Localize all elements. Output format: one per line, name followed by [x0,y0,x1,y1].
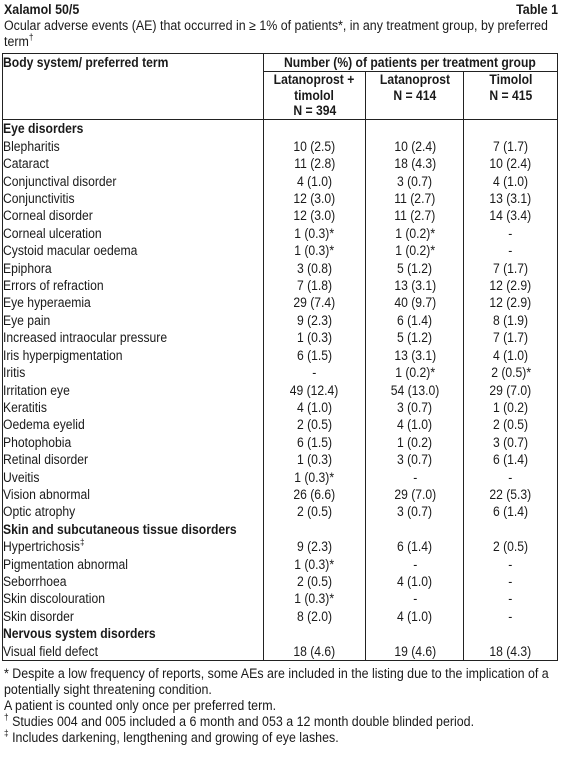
group-header: Number (%) of patients per treatment group [263,54,557,72]
count-cell: - [263,364,366,381]
empty-cell [263,625,366,642]
title-line [4,2,558,18]
count-cell: 4 (1.0) [366,608,464,625]
count-cell: 13 (3.1) [366,277,464,294]
preferred-term: Seborrhoea [3,573,67,589]
count-cell: 1 (0.3)* [263,469,366,486]
count-cell: 1 (0.2) [464,399,558,416]
preferred-term: Conjunctival disorder [3,173,117,189]
column-header-timolol: Timolol N = 415 [464,72,558,120]
preferred-term: Iritis [3,365,26,381]
table-row [3,399,558,416]
count-cell: 1 (0.3)* [263,556,366,573]
count-cell: - [464,590,558,607]
count-cell: 1 (0.2) [366,434,464,451]
preferred-term: Corneal disorder [3,208,93,224]
preferred-term: Eye pain [3,312,51,328]
table-row [3,138,558,155]
count-cell: 9 (2.3) [263,538,366,555]
table-row [3,207,558,224]
table-row [3,277,558,294]
table-row [3,590,558,607]
count-cell: 1 (0.3) [263,451,366,468]
empty-cell [263,521,366,538]
table-caption [4,18,558,50]
preferred-term: Errors of refraction [3,278,104,294]
count-cell: - [464,608,558,625]
count-cell: 3 (0.7) [366,451,464,468]
count-cell: 6 (1.4) [464,503,558,520]
count-cell: 12 (2.9) [464,277,558,294]
column-header-latanoprost-timolol: Latanoprost + timolol N = 394 [263,72,366,120]
count-cell: 7 (1.7) [464,329,558,346]
preferred-term: Cystoid macular oedema [3,243,138,259]
table-row [3,643,558,661]
empty-cell [366,521,464,538]
section-row [3,120,558,138]
count-cell: - [464,225,558,242]
table-row [3,312,558,329]
column-header-body-system: Body system/ preferred term [3,54,264,120]
count-cell: 8 (2.0) [263,608,366,625]
column-header-latanoprost: Latanoprost N = 414 [366,72,464,120]
count-cell: 2 (0.5) [263,416,366,433]
table-body [3,120,558,661]
count-cell: 10 (2.4) [366,138,464,155]
count-cell: 18 (4.6) [263,643,366,661]
count-cell: 2 (0.5) [263,503,366,520]
preferred-term: Oedema eyelid [3,417,85,433]
count-cell: 19 (4.6) [366,643,464,661]
count-cell: 3 (0.7) [366,503,464,520]
table-row [3,573,558,590]
body-system-heading: Eye disorders [3,121,84,137]
preferred-term: Conjunctivitis [3,191,75,207]
table-row [3,364,558,381]
table-row [3,451,558,468]
count-cell: 14 (3.4) [464,207,558,224]
table-row [3,503,558,520]
preferred-term: Irritation eye [3,382,70,398]
table-row [3,469,558,486]
table-row [3,190,558,207]
count-cell: 3 (0.7) [366,399,464,416]
count-cell: 29 (7.4) [263,294,366,311]
count-cell: 29 (7.0) [464,382,558,399]
count-cell: 6 (1.4) [464,451,558,468]
count-cell: 8 (1.9) [464,312,558,329]
table-row [3,242,558,259]
count-cell: 22 (5.3) [464,486,558,503]
preferred-term: Skin disorder [3,608,74,624]
count-cell: 12 (3.0) [263,207,366,224]
footnote-asterisk: * Despite a low frequency of reports, some AEs are included in the listing due to the implication of a potentially sight threatening condition. [4,666,549,697]
preferred-term: Hypertrichosis‡ [3,536,85,555]
count-cell: 4 (1.0) [263,173,366,190]
table-row [3,608,558,625]
body-system-heading: Skin and subcutaneous tissue disorders [3,521,237,537]
count-cell: 5 (1.2) [366,329,464,346]
count-cell: 9 (2.3) [263,312,366,329]
table-row [3,294,558,311]
count-cell: - [464,242,558,259]
preferred-term: Skin discolouration [3,591,105,607]
table-row [3,556,558,573]
preferred-term: Increased intraocular pressure [3,330,168,346]
empty-cell [464,120,558,138]
preferred-term: Blepharitis [3,138,60,154]
count-cell: 49 (12.4) [263,382,366,399]
count-cell: - [366,590,464,607]
count-cell: 1 (0.3) [263,329,366,346]
count-cell: 7 (1.7) [464,260,558,277]
table-label: Table 1 [516,2,559,17]
table-row [3,155,558,172]
table-row [3,260,558,277]
count-cell: 18 (4.3) [464,643,558,661]
count-cell: 40 (9.7) [366,294,464,311]
section-row [3,625,558,642]
count-cell: 3 (0.7) [366,173,464,190]
table-row [3,538,558,555]
count-cell: 2 (0.5) [263,573,366,590]
count-cell: 2 (0.5)* [464,364,558,381]
body-system-heading: Nervous system disorders [3,626,156,642]
preferred-term: Retinal disorder [3,452,89,468]
count-cell: 54 (13.0) [366,382,464,399]
preferred-term: Epiphora [3,260,52,276]
count-cell: - [366,556,464,573]
count-cell: 5 (1.2) [366,260,464,277]
footnote-counted: A patient is counted only once per preferred term. [4,698,277,713]
count-cell: 2 (0.5) [464,416,558,433]
count-cell: 7 (1.8) [263,277,366,294]
count-cell: 29 (7.0) [366,486,464,503]
table-row [3,329,558,346]
count-cell: 7 (1.7) [464,138,558,155]
preferred-term: Corneal ulceration [3,225,102,241]
table-row [3,382,558,399]
count-cell: - [464,573,558,590]
preferred-term: Keratitis [3,399,47,415]
count-cell: 6 (1.5) [263,347,366,364]
count-cell: 26 (6.6) [263,486,366,503]
count-cell: 11 (2.7) [366,207,464,224]
footnote-dagger: † Studies 004 and 005 included a 6 month and 053 a 12 month double blinded period. [4,711,475,729]
table-row [3,486,558,503]
count-cell: 13 (3.1) [464,190,558,207]
count-cell: - [464,556,558,573]
count-cell: 1 (0.3)* [263,590,366,607]
preferred-term: Vision abnormal [3,486,90,502]
preferred-term: Pigmentation abnormal [3,556,128,572]
count-cell: 4 (1.0) [464,347,558,364]
empty-cell [464,625,558,642]
count-cell: 1 (0.3)* [263,225,366,242]
table-row [3,225,558,242]
caption-text: Ocular adverse events (AE) that occurred in ≥ 1% of patients*, in any treatment group, by preferred term [4,18,548,49]
table-row [3,416,558,433]
table-row [3,347,558,364]
count-cell: 4 (1.0) [464,173,558,190]
preferred-term: Eye hyperaemia [3,295,91,311]
count-cell: 11 (2.8) [263,155,366,172]
empty-cell [366,120,464,138]
preferred-term: Visual field defect [3,643,99,659]
caption-dagger: † [28,31,34,42]
count-cell: 1 (0.2)* [366,242,464,259]
count-cell: 6 (1.4) [366,312,464,329]
table-row [3,434,558,451]
term-footnote-mark: ‡ [79,536,85,547]
empty-cell [464,521,558,538]
drug-name: Xalamol 50/5 [4,2,80,17]
count-cell: 4 (1.0) [366,416,464,433]
adverse-events-table [2,53,558,661]
count-cell: 4 (1.0) [366,573,464,590]
count-cell: 12 (2.9) [464,294,558,311]
count-cell: 11 (2.7) [366,190,464,207]
table-row [3,173,558,190]
count-cell: 10 (2.4) [464,155,558,172]
count-cell: 6 (1.4) [366,538,464,555]
count-cell: - [366,469,464,486]
count-cell: - [464,469,558,486]
document-page [4,2,558,746]
preferred-term: Cataract [3,156,49,172]
count-cell: 6 (1.5) [263,434,366,451]
count-cell: 10 (2.5) [263,138,366,155]
preferred-term: Optic atrophy [3,504,76,520]
count-cell: 12 (3.0) [263,190,366,207]
preferred-term: Uveitis [3,469,40,485]
section-row [3,521,558,538]
count-cell: 18 (4.3) [366,155,464,172]
footnote-double-dagger: ‡ Includes darkening, lengthening and growing of eye lashes. [4,727,339,745]
empty-cell [366,625,464,642]
count-cell: 1 (0.3)* [263,242,366,259]
count-cell: 2 (0.5) [464,538,558,555]
count-cell: 4 (1.0) [263,399,366,416]
count-cell: 1 (0.2)* [366,364,464,381]
count-cell: 13 (3.1) [366,347,464,364]
preferred-term: Iris hyperpigmentation [3,347,123,363]
footnotes [4,666,558,746]
empty-cell [263,120,366,138]
preferred-term: Photophobia [3,434,72,450]
count-cell: 1 (0.2)* [366,225,464,242]
count-cell: 3 (0.8) [263,260,366,277]
count-cell: 3 (0.7) [464,434,558,451]
